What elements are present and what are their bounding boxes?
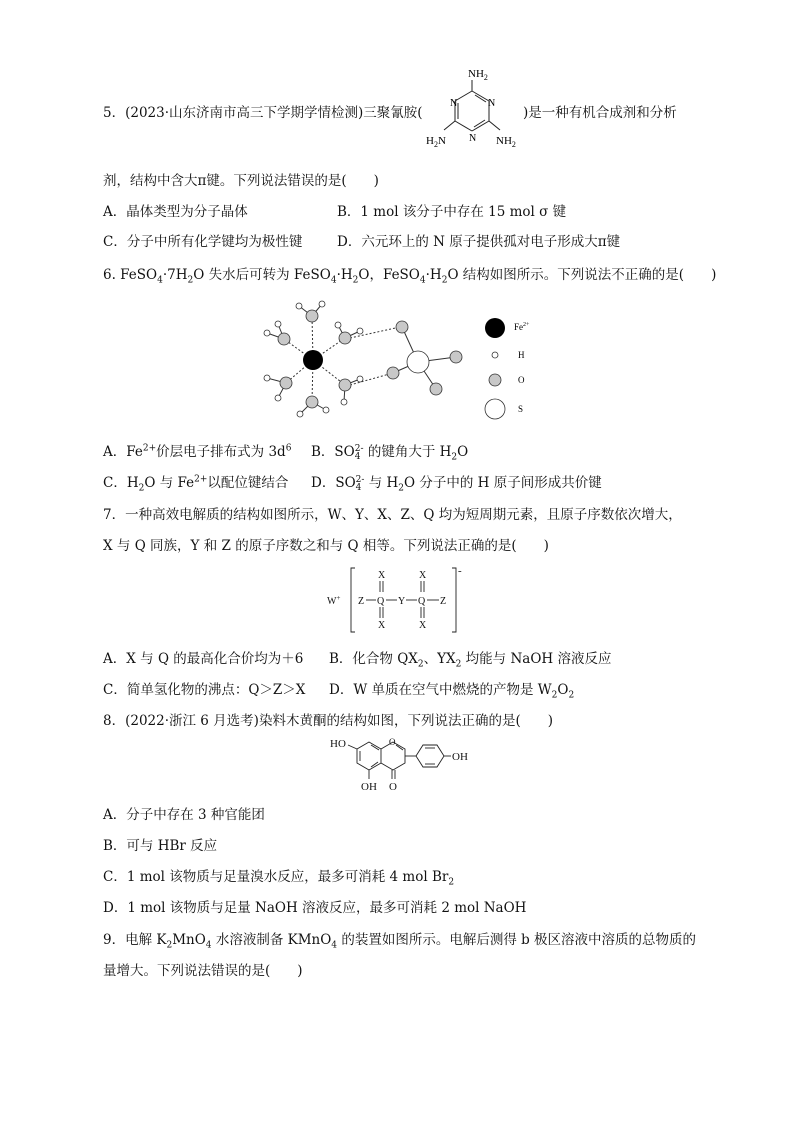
- struct-z-2: Z: [440, 596, 447, 607]
- q9-s3: 水溶液制备 KMnO: [211, 932, 332, 948]
- q5-option-d-text: D．六元环上的 N 原子提供孤对电子形成大π键: [337, 234, 621, 250]
- q6-sub-e: 4: [419, 275, 426, 286]
- q9-s4: 的装置如图所示。电解后测得 b 极区溶液中溶质的总物质的: [337, 932, 697, 948]
- q7-b-2: 、YX: [423, 651, 456, 667]
- q6-c-2: O 与 Fe: [144, 475, 195, 491]
- legend-h-dot: [492, 352, 498, 358]
- q6-b-2: 的键角大于 H: [363, 444, 452, 460]
- q6-d-2: 与 H: [364, 475, 399, 491]
- feso4-h2o-structure: [250, 298, 550, 428]
- q8-option-a: [103, 806, 265, 824]
- q7-b-1: B．化合物 QX: [329, 651, 418, 667]
- q6-option-c: [103, 474, 288, 492]
- q7-a-text: A．X 与 Q 的最高化合价均为＋6: [103, 651, 304, 667]
- electrolyte-structure: [322, 566, 472, 634]
- mol-n-1: N: [488, 98, 496, 109]
- q5-stem-part-b: )是一种有机合成剂和分析: [523, 105, 677, 121]
- genistein-ho: HO: [330, 738, 346, 750]
- q6-d-sub2: 2: [398, 483, 405, 494]
- q5-option-b: [337, 203, 566, 221]
- mol-h2n-left: $H_2N$: [426, 135, 446, 149]
- q5-option-d: [337, 233, 620, 251]
- q6-b-1: B．SO: [311, 444, 355, 460]
- struct-z-1: Z: [358, 596, 365, 607]
- q6-s5: O，FeSO: [358, 267, 420, 283]
- q6-a-1: A．Fe: [103, 444, 143, 460]
- q5-stem-line-1b: [523, 104, 677, 122]
- q7-b-sub: 2: [417, 659, 424, 670]
- q6-stem: [103, 266, 716, 284]
- struct-y: Y: [398, 596, 406, 607]
- q7-s2: X 与 Q 同族，Y 和 Z 的原子序数之和与 Q 相等。下列说法正确的是( ): [103, 538, 549, 554]
- q8-d-text: D．1 mol 该物质与足量 NaOH 溶液反应，最多可消耗 2 mol NaOH: [103, 900, 527, 916]
- mol-n-3: N: [469, 133, 477, 144]
- q8-option-b: [103, 837, 217, 855]
- q9-s1: 9．电解 K: [103, 932, 167, 948]
- q6-d-1: D．SO: [311, 475, 356, 491]
- q6-option-a: [103, 443, 291, 461]
- q8-c-sub: 2: [448, 877, 455, 888]
- q8-stem: [103, 712, 553, 730]
- q7-option-c: [103, 681, 305, 699]
- legend-s-label: S: [518, 404, 524, 414]
- q7-d-2: O: [557, 682, 569, 698]
- q6-option-d: [311, 474, 602, 492]
- q6-d-sup: 2-: [355, 474, 365, 485]
- q5-option-b-text: B．1 mol 该分子中存在 15 mol σ 键: [337, 204, 567, 220]
- q9-sub-a: 2: [166, 940, 173, 951]
- q9-stem-line-1: [103, 931, 696, 949]
- q6-sub-a: 4: [157, 275, 163, 286]
- genistein-oh-right: OH: [452, 751, 468, 763]
- q6-c-1: C．H: [103, 475, 139, 491]
- q6-s7: O 结构如图所示。下列说法不正确的是( ): [447, 267, 717, 283]
- q6-option-b: [311, 443, 468, 461]
- q5-stem-part-a: 5．(2023·山东济南市高三下学期学情检测)三聚氰胺(: [103, 105, 423, 121]
- q6-d-sub: 4: [355, 482, 362, 493]
- q5-stem-line-1: [103, 104, 423, 122]
- q8-b-text: B．可与 HBr 反应: [103, 838, 218, 854]
- struct-q-1: Q: [377, 596, 385, 607]
- q6-a-sup2: 6: [285, 443, 292, 454]
- q7-option-b: [329, 650, 611, 668]
- q7-stem-line-2: [103, 537, 549, 555]
- legend-o-dot: [489, 374, 501, 386]
- q5-option-a-text: A．晶体类型为分子晶体: [103, 204, 248, 220]
- q9-sub-b: 4: [205, 940, 212, 951]
- q7-stem-line-1: [103, 506, 682, 524]
- q7-b-sub2: 2: [455, 659, 462, 670]
- q6-s4: ·H: [336, 267, 353, 283]
- fe-atom: [303, 350, 323, 370]
- struct-x-3: X: [378, 620, 386, 631]
- struct-charge: -: [458, 566, 462, 577]
- legend-h-label: H: [518, 350, 525, 360]
- q5-option-a: [103, 203, 248, 221]
- q6-b-3: O: [457, 444, 469, 460]
- q9-s5: 量增大。下列说法错误的是( ): [103, 963, 303, 979]
- q7-d-1: D．W 单质在空气中燃烧的产物是 W: [329, 682, 552, 698]
- legend-fe-label: $Fe^{2+}$: [514, 322, 530, 332]
- genistein-oh-lower: OH: [361, 781, 377, 793]
- q6-d-3: O 分子中的 H 原子间形成共价键: [404, 475, 602, 491]
- genistein-ring-o: O: [389, 737, 396, 747]
- struct-x-1: X: [378, 570, 386, 581]
- q9-s2: MnO: [172, 932, 206, 948]
- q9-sub-c: 4: [331, 940, 338, 951]
- struct-x-2: X: [419, 570, 427, 581]
- q6-s6: ·H: [425, 267, 442, 283]
- q6-sub-b: 2: [187, 275, 194, 286]
- q8-a-text: A．分子中存在 3 种官能团: [103, 807, 265, 823]
- q7-b-3: 均能与 NaOH 溶液反应: [461, 651, 612, 667]
- q6-sub-c: 4: [330, 275, 337, 286]
- q5-stem-line-2: [103, 172, 379, 190]
- q6-c-sup: 2+: [194, 474, 208, 485]
- q6-a-2: 价层电子排布式为 3d: [156, 444, 286, 460]
- q6-b-ion: [355, 445, 364, 461]
- legend-fe-dot: [485, 318, 505, 338]
- struct-q-2: Q: [418, 596, 426, 607]
- q6-a-sup: 2+: [142, 443, 157, 454]
- s-atom: [407, 351, 429, 373]
- q6-s1: 6. FeSO: [103, 267, 158, 283]
- q6-b-sub: 4: [354, 451, 361, 462]
- q5-option-c: [103, 233, 302, 251]
- legend-s-dot: [485, 399, 505, 419]
- q7-option-a: [103, 650, 303, 668]
- q6-s2: ·7H: [162, 267, 188, 283]
- q6-c-3: 以配位键结合: [207, 475, 289, 491]
- struct-w: W+: [327, 594, 341, 607]
- q7-d-sub: 2: [551, 690, 558, 701]
- legend-o-label: O: [518, 375, 525, 385]
- q7-d-sub2: 2: [568, 690, 575, 701]
- struct-x-4: X: [419, 620, 427, 631]
- q7-option-d: [329, 681, 574, 699]
- q6-c-sub: 2: [138, 483, 145, 494]
- q7-c-text: C．简单氢化物的沸点：Q＞Z＞X: [103, 682, 306, 698]
- melamine-structure: [418, 62, 526, 158]
- q6-b-sup: 2-: [354, 443, 364, 454]
- genistein-carbonyl-o: O: [389, 781, 397, 793]
- mol-nh2-right: $NH_2$: [496, 135, 516, 149]
- q8-option-c: [103, 868, 454, 886]
- mol-nh2-top: $NH_2$: [468, 68, 488, 82]
- q7-s1: 7．一种高效电解质的结构如图所示，W、Y、X、Z、Q 均为短周期元素，且原子序数依次增大，: [103, 507, 682, 523]
- q8-stem-text: 8．(2022·浙江 6 月选考)染料木黄酮的结构如图，下列说法正确的是( ): [103, 713, 553, 729]
- q9-stem-line-2: [103, 962, 303, 980]
- q6-s3: O 失水后可转为 FeSO: [193, 267, 331, 283]
- q5-option-c-text: C．分子中所有化学键均为极性键: [103, 234, 303, 250]
- q8-c-text: C．1 mol 该物质与足量溴水反应，最多可消耗 4 mol Br: [103, 869, 449, 885]
- q6-b-sub2: 2: [451, 452, 458, 463]
- q6-sub-f: 2: [441, 275, 448, 286]
- q5-stem-part-c: 剂，结构中含大π键。下列说法错误的是( ): [103, 173, 379, 189]
- mol-n-2: N: [450, 98, 458, 109]
- q8-option-d: [103, 899, 526, 917]
- genistein-structure: [330, 737, 472, 795]
- q6-sub-d: 2: [352, 275, 359, 286]
